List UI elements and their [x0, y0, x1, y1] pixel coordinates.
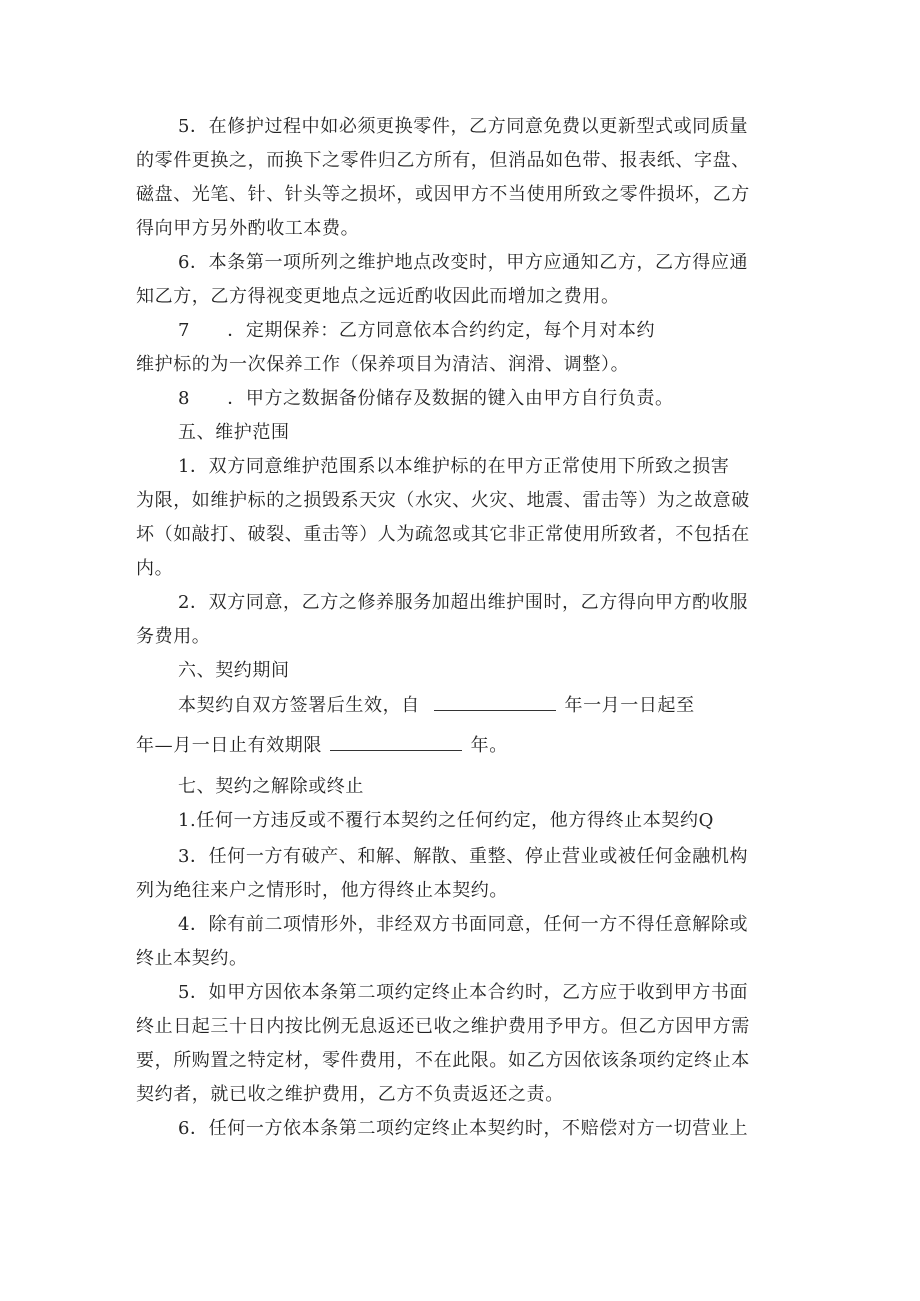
period-line-1-suffix: 年一月一日起至: [564, 695, 695, 716]
period-line-1-prefix: 本契约自双方签署后生效，自: [178, 695, 420, 716]
period-length-blank: [330, 730, 462, 751]
text-line: 5．如甲方因依本条第二项约定终止本合约时，乙方应于收到甲方书面: [178, 982, 749, 1003]
text-line: 契约者，就已收之维护费用，乙方不负责返还之责。: [136, 1084, 564, 1105]
text-line: 8 ．甲方之数据备份储存及数据的键入由甲方自行负责。: [178, 388, 674, 409]
period-start-blank: [434, 690, 556, 711]
period-line-2-prefix: 年—月一日止有效期限: [136, 735, 322, 756]
text-line: 终止日起三十日内按比例无息返还已收之维护费用予甲方。但乙方因甲方需: [136, 1016, 750, 1037]
text-line: 磁盘、光笔、针、针头等之损坏，或因甲方不当使用所致之零件损坏，乙方: [136, 184, 750, 205]
text-line: 1.任何一方违反或不覆行本契约之任何约定，他方得终止本契约Q: [178, 810, 714, 831]
text-line: 6．本条第一项所列之维护地点改变时，甲方应通知乙方，乙方得应通: [178, 252, 749, 273]
text-line: 6．任何一方依本条第二项约定终止本契约时，不赔偿对方一切营业上: [178, 1118, 749, 1139]
text-line: 务费用。: [136, 626, 211, 647]
period-line-2-suffix: 年。: [470, 735, 508, 756]
text-line: 2．双方同意，乙方之修养服务加超出维护围时，乙方得向甲方酌收服: [178, 592, 749, 613]
text-line: 3．任何一方有破产、和解、解散、重整、停止营业或被任何金融机构: [178, 846, 749, 867]
text-line: 坏（如敲打、破裂、重击等）人为疏忽或其它非正常使用所致者，不包括在: [136, 524, 750, 545]
text-line: 为限，如维护标的之损毁系天灾（水灾、火灾、地震、雷击等）为之故意破: [136, 490, 750, 511]
text-line: 要，所购置之特定材，零件费用，不在此限。如乙方因依该条项约定终止本: [136, 1050, 750, 1071]
text-line: 终止本契约。: [136, 948, 248, 969]
text-line: 内。: [136, 558, 174, 579]
text-line: 1．双方同意维护范围系以本维护标的在甲方正常使用下所致之损害: [178, 456, 730, 477]
period-line-2: [136, 730, 508, 760]
text-line: 7 ．定期保养：乙方同意依本合约约定，每个月对本约: [178, 320, 656, 341]
section-heading: 五、维护范围: [178, 422, 290, 443]
text-line: 维护标的为一次保养工作（保养项目为清洁、润滑、调整）。: [136, 354, 630, 375]
text-line: 5．在修护过程中如必须更换零件，乙方同意免费以更新型式或同质量: [178, 116, 749, 137]
text-line: 4．除有前二项情形外，非经双方书面同意，任何一方不得任意解除或: [178, 914, 749, 935]
text-line: 得向甲方另外酌收工本费。: [136, 218, 360, 239]
text-line: 的零件更换之，而换下之零件归乙方所有，但消品如色带、报表纸、字盘、: [136, 150, 750, 171]
period-line-1: [178, 690, 695, 720]
text-line: 列为绝往来户之情形时，他方得终止本契约。: [136, 880, 508, 901]
section-heading: 六、契约期间: [178, 660, 290, 681]
section-heading: 七、契约之解除或终止: [178, 776, 364, 797]
text-line: 知乙方，乙方得视变更地点之远近酌收因此而增加之费用。: [136, 286, 620, 307]
